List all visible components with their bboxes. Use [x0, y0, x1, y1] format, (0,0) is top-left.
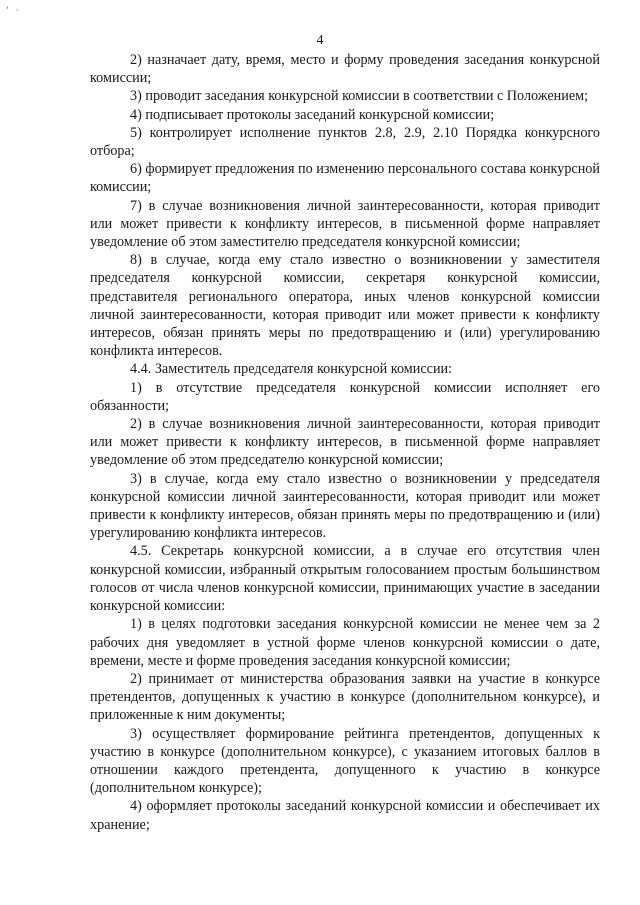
paragraph-chairman-item-7: 7) в случае возникновения личной заинтересованности, которая приводит или может привести к конфликту интересов, в письменной форме направляет уведомление об этом заместителю председателя конкурсной комиссии;: [90, 197, 600, 251]
paragraph-chairman-item-6: 6) формирует предложения по изменению персонального состава конкурсной комиссии;: [90, 161, 600, 196]
paragraph-secretary-item-2: 2) принимает от министерства образования заявки на участие в конкурсе претендентов, допущенных к участию в конкурсе (дополнительном конкурсе), и приложенные к ним документы;: [90, 670, 600, 724]
paragraph-deputy-item-3: 3) в случае, когда ему стало известно о возникновении у председателя конкурсной комиссии личной заинтересованности, которая приводит или может привести к конфликту интересов, обязан принять меры по предотвращению и (или) урегулированию конфликта интересов.: [90, 470, 600, 542]
scan-artifact: ‘ ·: [6, 6, 21, 16]
paragraph-deputy-item-1: 1) в отсутствие председателя конкурсной комиссии исполняет его обязанности;: [90, 379, 600, 414]
paragraph-secretary-item-1: 1) в целях подготовки заседания конкурсной комиссии не менее чем за 2 рабочих дня уведомляет в устной форме членов конкурсной комиссии о дате, времени, месте и форме проведения заседания конкурсной комиссии;: [90, 616, 600, 669]
paragraph-chairman-item-2: 2) назначает дату, время, место и форму проведения заседания конкурсной комиссии;: [90, 52, 600, 87]
section-heading-4-5: 4.5. Секретарь конкурсной комиссии, а в случае его отсутствия член конкурсной комиссии, избранный открытым голосованием простым большинством голосов от числа членов конкурсной комиссии, принимающих участие в заседании конкурсной комиссии:: [90, 543, 600, 615]
section-heading-4-4: 4.4. Заместитель председателя конкурсной комиссии:: [130, 361, 453, 378]
paragraph-deputy-item-2: 2) в случае возникновения личной заинтересованности, которая приводит или может привести к конфликту интересов, в письменной форме направляет уведомление об этом председателю конкурсной комиссии;: [90, 416, 600, 469]
paragraph-chairman-item-4: 4) подписывает протоколы заседаний конкурсной комиссии;: [130, 106, 495, 123]
paragraph-secretary-item-3: 3) осуществляет формирование рейтинга претендентов, допущенных к участию в конкурсе (дополнительном конкурсе), с указанием итоговых баллов в отношении каждого претендента, допущенного к участию в конкурсе (дополнительном конкурсе);: [90, 725, 600, 797]
paragraph-chairman-item-3: 3) проводит заседания конкурсной комиссии в соответствии с Положением;: [130, 88, 589, 105]
paragraph-secretary-item-4: 4) оформляет протоколы заседаний конкурсной комиссии и обеспечивает их хранение;: [90, 798, 600, 833]
paragraph-chairman-item-5: 5) контролирует исполнение пунктов 2.8, 2.9, 2.10 Порядка конкурсного отбора;: [90, 124, 600, 160]
document-body: [90, 51, 600, 834]
paragraph-chairman-item-8: 8) в случае, когда ему стало известно о возникновении у заместителя председателя конкурсной комиссии, секретаря конкурсной комиссии, представителя регионального оператора, иных членов конкурсной комиссии личной заинтересованности, которая приводит или может привести к конфликту интересов, обязан принять меры по предотвращению и (или) урегулированию конфликта интересов.: [90, 252, 600, 360]
page-number: 4: [316, 33, 324, 48]
